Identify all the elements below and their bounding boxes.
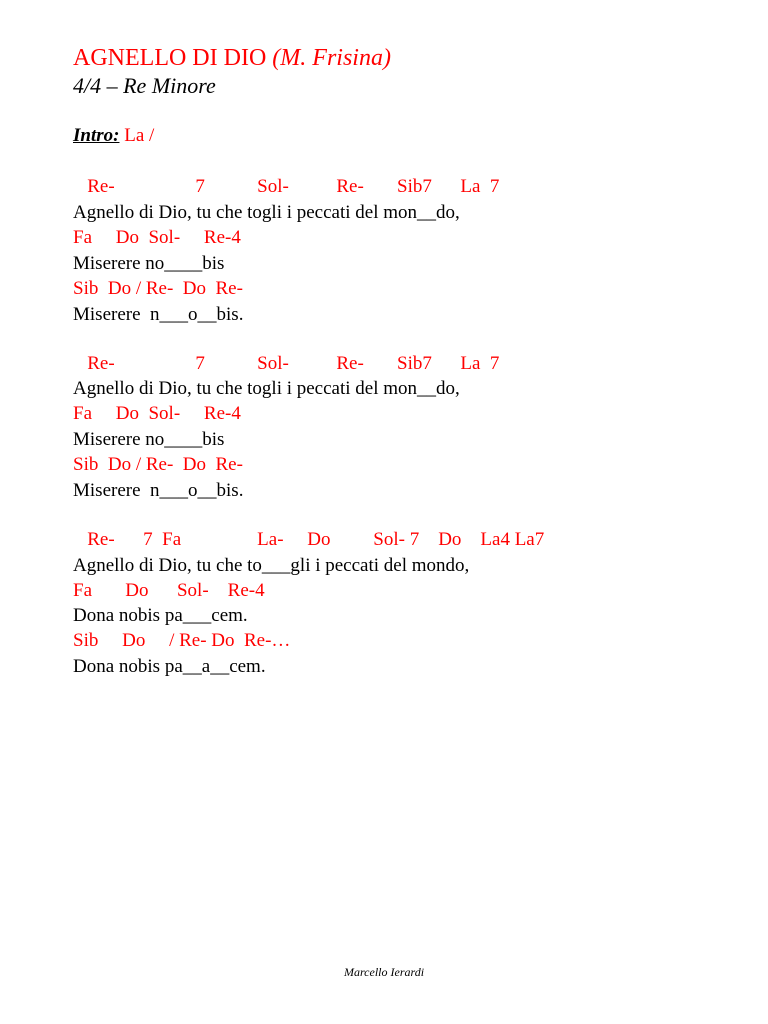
chord-line: Sib Do / Re- Do Re- bbox=[73, 454, 243, 475]
time-and-key: 4/4 – Re Minore bbox=[73, 73, 216, 98]
intro-label: Intro: bbox=[73, 125, 120, 146]
lyric-line: Agnello di Dio, tu che togli i peccati del mon__do, bbox=[73, 378, 460, 399]
chord-line: Fa Do Sol- Re-4 bbox=[73, 227, 241, 248]
intro-chords: La / bbox=[124, 125, 155, 146]
intro-line bbox=[73, 124, 154, 148]
lyric-line: Miserere n___o__bis. bbox=[73, 304, 244, 325]
lyric-line: Agnello di Dio, tu che to___gli i peccati del mondo, bbox=[73, 555, 470, 576]
chord-line: Sib Do / Re- Do Re-… bbox=[73, 630, 291, 651]
song-title bbox=[73, 44, 391, 72]
lyric-line: Miserere n___o__bis. bbox=[73, 480, 244, 501]
lyric-line: Dona nobis pa___cem. bbox=[73, 605, 248, 626]
footer-author: Marcello Ierardi bbox=[343, 965, 425, 979]
chord-line: Fa Do Sol- Re-4 bbox=[73, 580, 265, 601]
chord-line: Re- 7 Sol- Re- Sib7 La 7 bbox=[73, 176, 500, 197]
chord-line: Fa Do Sol- Re-4 bbox=[73, 403, 241, 424]
chord-line: Re- 7 Sol- Re- Sib7 La 7 bbox=[73, 353, 500, 374]
lyric-line: Dona nobis pa__a__cem. bbox=[73, 656, 266, 677]
lyric-line: Miserere no____bis bbox=[73, 253, 225, 274]
lyric-line: Miserere no____bis bbox=[73, 429, 225, 450]
lyric-line: Agnello di Dio, tu che togli i peccati del mon__do, bbox=[73, 202, 460, 223]
chord-line: Re- 7 Fa La- Do Sol- 7 Do La4 La7 bbox=[73, 529, 545, 550]
title-author: (M. Frisina) bbox=[272, 45, 391, 71]
chord-line: Sib Do / Re- Do Re- bbox=[73, 278, 243, 299]
title-main: AGNELLO DI DIO bbox=[73, 45, 267, 71]
